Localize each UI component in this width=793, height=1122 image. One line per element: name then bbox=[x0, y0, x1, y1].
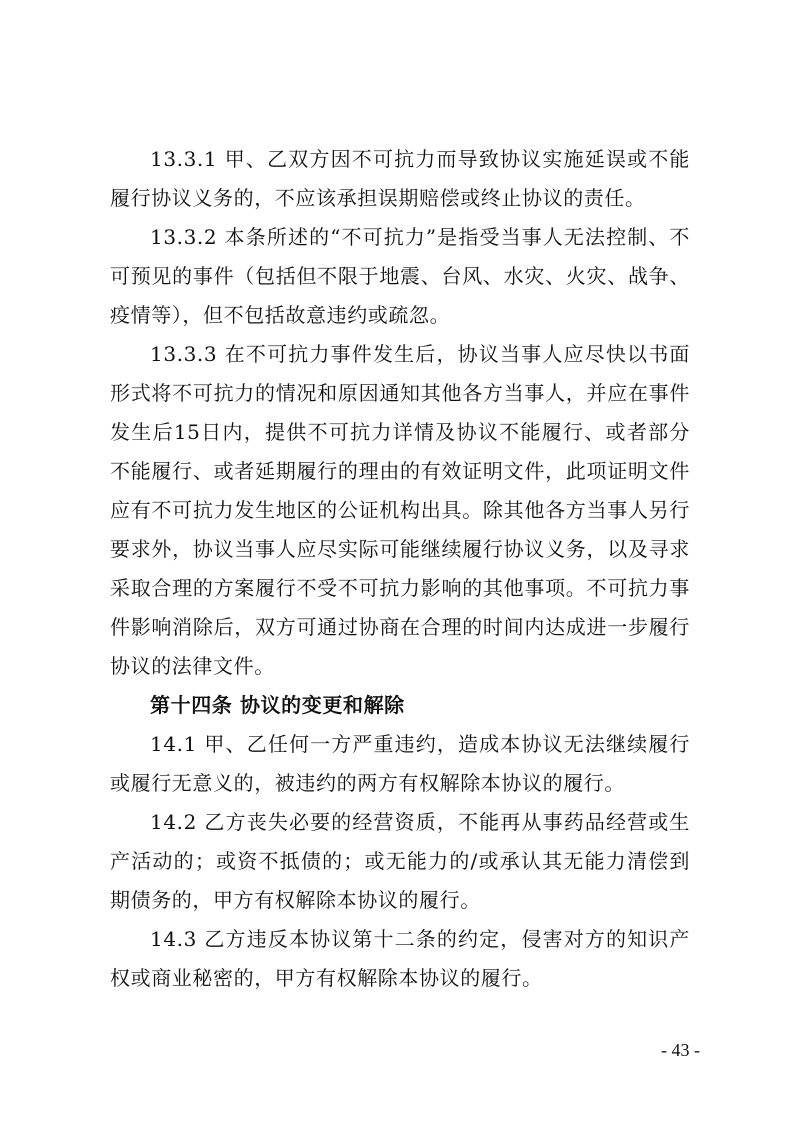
clause-14-2: 14.2 乙方丧失必要的经营资质，不能再从事药品经营或生产活动的；或资不抵债的；或无能力的/或承认其无能力清偿到期债务的，甲方有权解除本协议的履行。 bbox=[110, 810, 690, 912]
clause-13-3-2: 13.3.2 本条所述的“不可抗力”是指受当事人无法控制、不可预见的事件（包括但不限于地震、台风、水灾、火灾、战争、疫情等），但不包括故意违约或疏忽。 bbox=[110, 225, 690, 327]
page-number: - 43 - bbox=[661, 1040, 700, 1060]
document-body bbox=[110, 140, 690, 998]
clause-13-3-1: 13.3.1 甲、乙双方因不可抗力而导致协议实施延误或不能履行协议义务的，不应该承担误期赔偿或终止协议的责任。 bbox=[110, 147, 690, 210]
clause-14-3: 14.3 乙方违反本协议第十二条的约定，侵害对方的知识产权或商业秘密的，甲方有权解除本协议的履行。 bbox=[110, 927, 690, 990]
clause-13-3-3: 13.3.3 在不可抗力事件发生后，协议当事人应尽快以书面形式将不可抗力的情况和原因通知其他各方当事人，并应在事件发生后15日内，提供不可抗力详情及协议不能履行、或者部分不能履行、或者延期履行的理由的有效证明文件，此项证明文件应有不可抗力发生地区的公证机构出具。除其他各方当事人另行要求外，协议当事人应尽实际可能继续履行协议义务，以及寻求采取合理的方案履行不受不可抗力影响的其他事项。不可抗力事件影响消除后，双方可通过协商在合理的时间内达成进一步履行协议的法律文件。 bbox=[110, 342, 690, 678]
clause-14-1: 14.1 甲、乙任何一方严重违约，造成本协议无法继续履行或履行无意义的，被违约的两方有权解除本协议的履行。 bbox=[110, 732, 690, 795]
article-14-heading: 第十四条 协议的变更和解除 bbox=[150, 693, 405, 717]
